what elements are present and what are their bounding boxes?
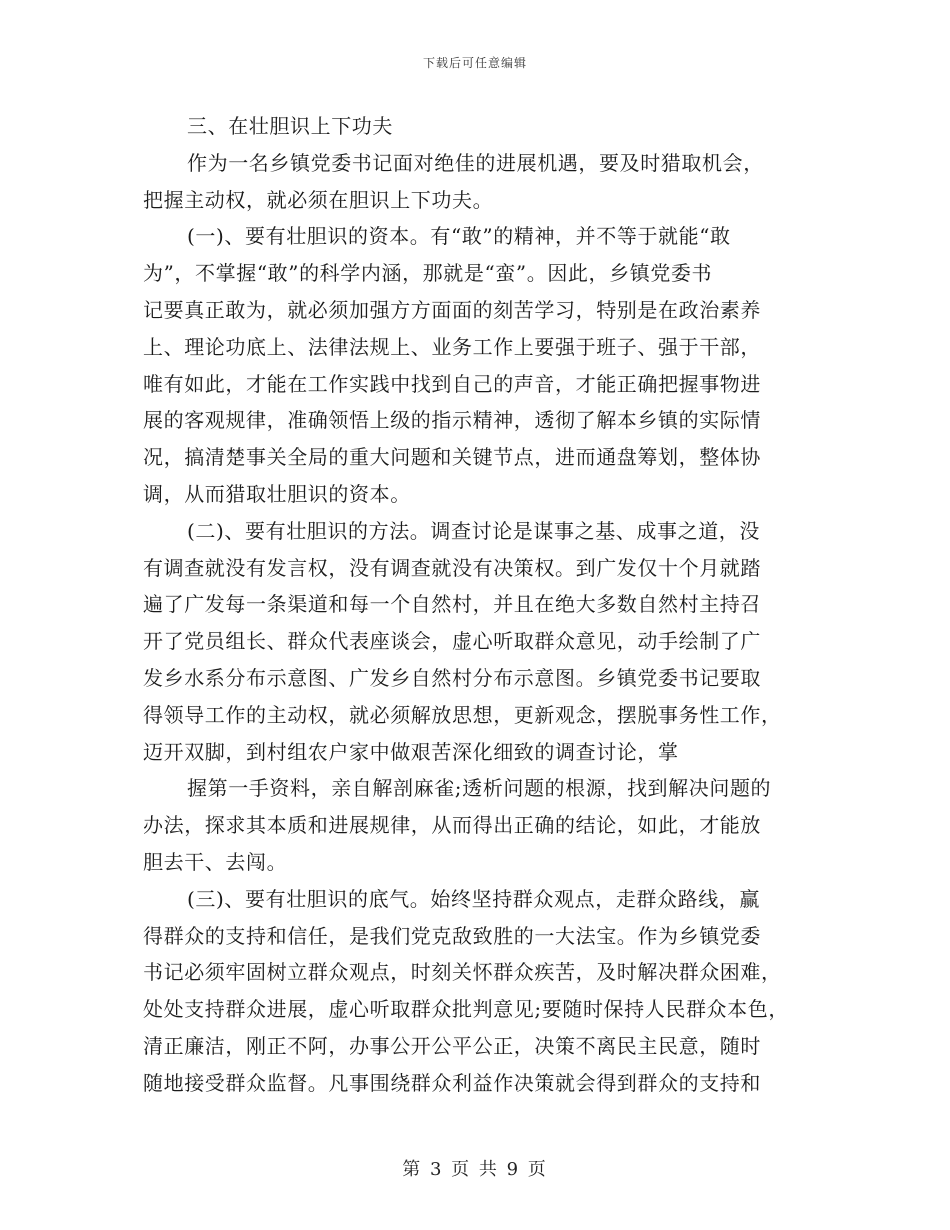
paragraph-line: 记要真正敢为，就必须加强方方面面的刻苦学习，特别是在政治素养 bbox=[143, 297, 761, 322]
paragraph-line: 处处支持群众进展，虚心听取群众批判意见;要随时保持人民群众本色， bbox=[143, 997, 789, 1022]
paragraph-line: 迈开双脚，到村组农户家中做艰苦深化细致的调查讨论，掌 bbox=[143, 739, 679, 764]
paragraph-line: 得群众的支持和信任，是我们党克敌致胜的一大法宝。作为乡镇党委 bbox=[143, 923, 761, 948]
paragraph-line: (一)、要有壮胆识的资本。有“敢”的精神，并不等于就能“敢 bbox=[187, 224, 731, 249]
paragraph-line: (三)、要有壮胆识的底气。始终坚持群众观点，走群众路线，赢 bbox=[187, 886, 761, 911]
paragraph-line: 作为一名乡镇党委书记面对绝佳的进展机遇，要及时猎取机会， bbox=[187, 150, 764, 175]
paragraph-line: 随地接受群众监督。凡事围绕群众利益作决策就会得到群众的支持和 bbox=[143, 1070, 761, 1095]
page-header-note: 下载后可任意编辑 bbox=[422, 56, 527, 70]
paragraph-line: 把握主动权，就必须在胆识上下功夫。 bbox=[143, 187, 494, 212]
paragraph-line: 唯有如此，才能在工作实践中找到自己的声音，才能正确把握事物进 bbox=[143, 371, 761, 396]
paragraph-line: 展的客观规律，准确领悟上级的指示精神，透彻了解本乡镇的实际情 bbox=[143, 408, 761, 433]
paragraph-line: 有调查就没有发言权，没有调查就没有决策权。到广发仅十个月就踏 bbox=[143, 555, 761, 580]
paragraph-line: 胆去干、去闯。 bbox=[143, 849, 288, 874]
paragraph-line: 书记必须牢固树立群众观点，时刻关怀群众疾苦，及时解决群众困难， bbox=[143, 960, 782, 985]
paragraph-line: 为”，不掌握“敢”的科学内涵，那就是“蛮”。因此，乡镇党委书 bbox=[143, 261, 713, 286]
paragraph-line: 清正廉洁，刚正不阿，办事公开公平公正，决策不离民主民意，随时 bbox=[143, 1033, 761, 1058]
paragraph-line: 况，搞清楚事关全局的重大问题和关键节点，进而通盘筹划，整体协 bbox=[143, 445, 761, 470]
paragraph-line: (二)、要有壮胆识的方法。调查讨论是谋事之基、成事之道，没 bbox=[187, 518, 761, 543]
paragraph-line: 开了党员组长、群众代表座谈会，虚心听取群众意见，动手绘制了广 bbox=[143, 629, 761, 654]
document-body bbox=[143, 108, 813, 1102]
page-number-footer: 第 3 页 共 9 页 bbox=[402, 1159, 548, 1180]
paragraph-line: 遍了广发每一条渠道和每一个自然村，并且在绝大多数自然村主持召 bbox=[143, 592, 761, 617]
paragraph-line: 上、理论功底上、法律法规上、业务工作上要强于班子、强于干部， bbox=[143, 334, 761, 359]
paragraph-line: 得领导工作的主动权，就必须解放思想，更新观念，摆脱事务性工作， bbox=[143, 702, 782, 727]
paragraph-line: 办法，探求其本质和进展规律，从而得出正确的结论，如此，才能放 bbox=[143, 813, 761, 838]
paragraph-line: 发乡水系分布示意图、广发乡自然村分布示意图。乡镇党委书记要取 bbox=[143, 665, 761, 690]
paragraph-line: 调，从而猎取壮胆识的资本。 bbox=[143, 481, 411, 506]
section-heading: 三、在壮胆识上下功夫 bbox=[187, 114, 393, 138]
paragraph-line: 握第一手资料，亲自解剖麻雀;透析问题的根源，找到解决问题的 bbox=[187, 776, 772, 801]
